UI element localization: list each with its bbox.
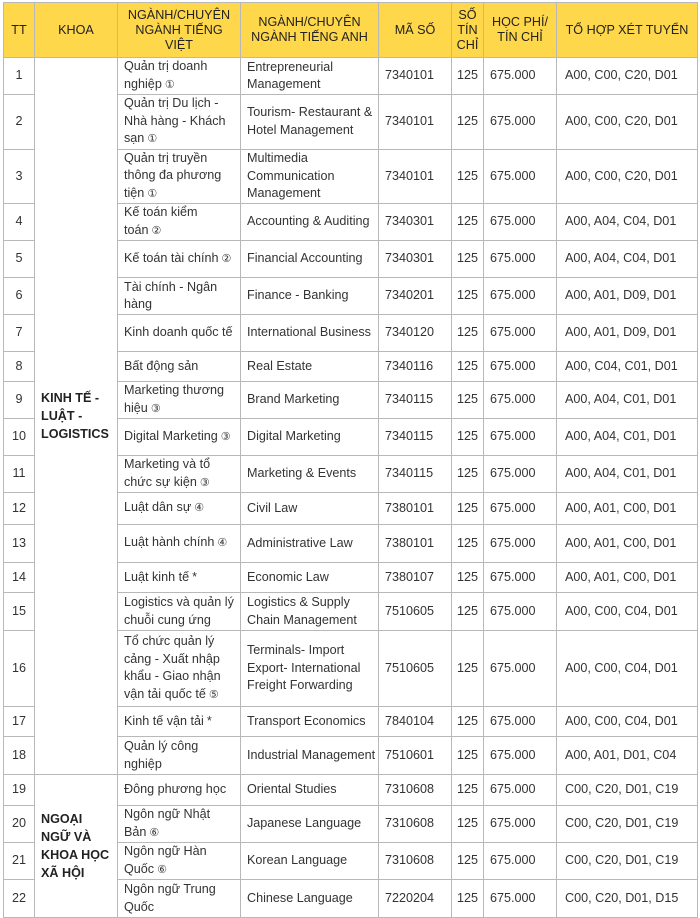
footnote-marker: ⑥ <box>149 826 160 839</box>
asterisk-note-marker: * <box>192 569 198 584</box>
major-name-en: Japanese Language <box>241 806 379 843</box>
credit-count: 125 <box>452 880 484 918</box>
program-table <box>3 2 698 918</box>
admission-combination: C00, C20, D01, C19 <box>557 843 698 880</box>
major-name-vi <box>118 352 241 382</box>
major-code: 7340201 <box>379 278 452 315</box>
major-name-vi <box>118 382 241 419</box>
major-name-vi <box>118 843 241 880</box>
major-name-en: Brand Marketing <box>241 382 379 419</box>
fee-per-credit: 675.000 <box>484 525 557 563</box>
major-code: 7310608 <box>379 775 452 806</box>
admission-combination: A00, A01, D09, D01 <box>557 315 698 352</box>
major-code: 7510605 <box>379 593 452 631</box>
fee-per-credit: 675.000 <box>484 58 557 95</box>
asterisk-note-marker: * <box>206 713 212 728</box>
program-table-container <box>3 2 698 918</box>
major-name-vi-text: Marketing và tổ chức sự kiện <box>124 457 211 489</box>
major-code: 7340101 <box>379 95 452 150</box>
major-name-vi <box>118 563 241 593</box>
row-number: 18 <box>4 737 35 775</box>
major-name-en: Digital Marketing <box>241 419 379 456</box>
admission-combination: A00, A01, C00, D01 <box>557 493 698 525</box>
footnote-marker: ④ <box>217 537 228 550</box>
header-tt: TT <box>4 3 35 58</box>
major-name-en: Logistics & Supply Chain Management <box>241 593 379 631</box>
row-number: 2 <box>4 95 35 150</box>
row-number: 16 <box>4 631 35 707</box>
admission-combination: A00, A01, C00, D01 <box>557 563 698 593</box>
credit-count: 125 <box>452 58 484 95</box>
admission-combination: A00, C00, C04, D01 <box>557 707 698 737</box>
row-number: 8 <box>4 352 35 382</box>
header-khoa: KHOA <box>35 3 118 58</box>
credit-count: 125 <box>452 737 484 775</box>
major-name-en: Finance - Banking <box>241 278 379 315</box>
major-name-en: Administrative Law <box>241 525 379 563</box>
major-name-en: Real Estate <box>241 352 379 382</box>
major-name-en: Tourism- Restaurant & Hotel Management <box>241 95 379 150</box>
row-number: 20 <box>4 806 35 843</box>
credit-count: 125 <box>452 493 484 525</box>
row-number: 1 <box>4 58 35 95</box>
row-number: 14 <box>4 563 35 593</box>
header-credits: SỐ TÍN CHỈ <box>452 3 484 58</box>
admission-combination: A00, C00, C20, D01 <box>557 149 698 204</box>
major-name-vi <box>118 241 241 278</box>
faculty-cell: KINH TẾ - LUẬT - LOGISTICS <box>35 58 118 775</box>
admission-combination: C00, C20, D01, C19 <box>557 775 698 806</box>
table-row <box>4 58 698 95</box>
admission-combination: A00, A04, C01, D01 <box>557 382 698 419</box>
major-name-vi-text: Luật hành chính <box>124 535 215 550</box>
major-name-vi-text: Ngôn ngữ Nhật Bản <box>124 807 211 839</box>
footnote-marker: ② <box>221 252 232 265</box>
major-name-vi <box>118 419 241 456</box>
footnote-marker: ④ <box>194 502 205 515</box>
major-name-en: Transport Economics <box>241 707 379 737</box>
credit-count: 125 <box>452 775 484 806</box>
major-code: 7340101 <box>379 58 452 95</box>
credit-count: 125 <box>452 631 484 707</box>
row-number: 22 <box>4 880 35 918</box>
major-code: 7510605 <box>379 631 452 707</box>
major-name-en: Civil Law <box>241 493 379 525</box>
fee-per-credit: 675.000 <box>484 241 557 278</box>
major-name-vi-text: Bất động sản <box>124 358 199 373</box>
major-name-vi <box>118 204 241 241</box>
fee-per-credit: 675.000 <box>484 707 557 737</box>
major-name-en: Korean Language <box>241 843 379 880</box>
major-name-vi <box>118 880 241 918</box>
header-code: MÃ SỐ <box>379 3 452 58</box>
major-name-en: Industrial Management <box>241 737 379 775</box>
footnote-marker: ② <box>151 224 162 237</box>
major-name-vi-text: Ngôn ngữ Trung Quốc <box>124 882 216 914</box>
major-code: 7510601 <box>379 737 452 775</box>
major-code: 7380101 <box>379 525 452 563</box>
footnote-marker: ③ <box>199 476 210 489</box>
major-code: 7380107 <box>379 563 452 593</box>
major-code: 7340301 <box>379 241 452 278</box>
major-name-vi-text: Tổ chức quản lý cảng - Xuất nhập khẩu - Giao nhận vận tải quốc tế <box>124 634 221 701</box>
major-code: 7340116 <box>379 352 452 382</box>
major-name-vi <box>118 775 241 806</box>
credit-count: 125 <box>452 843 484 880</box>
footnote-marker: ① <box>164 78 175 91</box>
credit-count: 125 <box>452 707 484 737</box>
major-name-en: Marketing & Events <box>241 456 379 493</box>
program-table-body <box>4 58 698 918</box>
fee-per-credit: 675.000 <box>484 806 557 843</box>
major-name-vi <box>118 631 241 707</box>
fee-per-credit: 675.000 <box>484 204 557 241</box>
major-code: 7840104 <box>379 707 452 737</box>
row-number: 11 <box>4 456 35 493</box>
header-major-en: NGÀNH/CHUYÊN NGÀNH TIẾNG ANH <box>241 3 379 58</box>
credit-count: 125 <box>452 593 484 631</box>
major-name-en: International Business <box>241 315 379 352</box>
table-row <box>4 775 698 806</box>
fee-per-credit: 675.000 <box>484 775 557 806</box>
fee-per-credit: 675.000 <box>484 563 557 593</box>
major-name-en: Multimedia Communication Management <box>241 149 379 204</box>
admission-combination: A00, C00, C20, D01 <box>557 58 698 95</box>
row-number: 12 <box>4 493 35 525</box>
major-code: 7310608 <box>379 843 452 880</box>
major-code: 7340115 <box>379 382 452 419</box>
major-name-vi <box>118 149 241 204</box>
fee-per-credit: 675.000 <box>484 149 557 204</box>
major-name-vi <box>118 95 241 150</box>
row-number: 10 <box>4 419 35 456</box>
credit-count: 125 <box>452 204 484 241</box>
major-code: 7340120 <box>379 315 452 352</box>
major-name-vi-text: Digital Marketing <box>124 428 218 443</box>
header-major-vi: NGÀNH/CHUYÊN NGÀNH TIẾNG VIỆT <box>118 3 241 58</box>
admission-combination: A00, A01, D01, C04 <box>557 737 698 775</box>
fee-per-credit: 675.000 <box>484 843 557 880</box>
fee-per-credit: 675.000 <box>484 456 557 493</box>
row-number: 3 <box>4 149 35 204</box>
fee-per-credit: 675.000 <box>484 382 557 419</box>
major-name-en: Entrepreneurial Management <box>241 58 379 95</box>
row-number: 15 <box>4 593 35 631</box>
footnote-marker: ① <box>147 187 158 200</box>
admission-combination: A00, C00, C04, D01 <box>557 593 698 631</box>
row-number: 6 <box>4 278 35 315</box>
fee-per-credit: 675.000 <box>484 880 557 918</box>
major-name-vi <box>118 525 241 563</box>
major-name-en: Financial Accounting <box>241 241 379 278</box>
major-name-vi <box>118 278 241 315</box>
major-name-vi-text: Kế toán kiểm toán <box>124 205 198 237</box>
fee-per-credit: 675.000 <box>484 593 557 631</box>
credit-count: 125 <box>452 563 484 593</box>
admission-combination: A00, A04, C04, D01 <box>557 204 698 241</box>
row-number: 7 <box>4 315 35 352</box>
major-name-vi-text: Marketing thương hiệu <box>124 383 224 415</box>
major-code: 7340115 <box>379 419 452 456</box>
admission-combination: A00, C00, C20, D01 <box>557 95 698 150</box>
row-number: 17 <box>4 707 35 737</box>
major-code: 7220204 <box>379 880 452 918</box>
major-name-en: Accounting & Auditing <box>241 204 379 241</box>
fee-per-credit: 675.000 <box>484 95 557 150</box>
row-number: 5 <box>4 241 35 278</box>
major-name-vi-text: Luật kinh tế <box>124 569 190 584</box>
major-name-vi <box>118 707 241 737</box>
admission-combination: A00, C04, C01, D01 <box>557 352 698 382</box>
credit-count: 125 <box>452 95 484 150</box>
credit-count: 125 <box>452 241 484 278</box>
admission-combination: C00, C20, D01, D15 <box>557 880 698 918</box>
fee-per-credit: 675.000 <box>484 315 557 352</box>
major-name-vi <box>118 456 241 493</box>
footnote-marker: ⑤ <box>208 688 219 701</box>
major-name-vi-text: Quản trị Du lịch - Nhà hàng - Khách sạn <box>124 96 226 145</box>
admission-combination: A00, A04, C01, D01 <box>557 456 698 493</box>
major-name-vi-text: Kinh tế vận tải <box>124 713 204 728</box>
major-name-en: Economic Law <box>241 563 379 593</box>
admission-combination: A00, A01, C00, D01 <box>557 525 698 563</box>
fee-per-credit: 675.000 <box>484 352 557 382</box>
major-name-en: Oriental Studies <box>241 775 379 806</box>
credit-count: 125 <box>452 382 484 419</box>
row-number: 19 <box>4 775 35 806</box>
major-name-vi-text: Kinh doanh quốc tế <box>124 325 233 340</box>
credit-count: 125 <box>452 278 484 315</box>
footnote-marker: ① <box>147 133 158 145</box>
row-number: 9 <box>4 382 35 419</box>
header-combo: TỔ HỢP XÉT TUYỂN <box>557 3 698 58</box>
row-number: 13 <box>4 525 35 563</box>
header-row <box>4 3 698 58</box>
major-code: 7340115 <box>379 456 452 493</box>
major-name-vi <box>118 737 241 775</box>
major-name-vi-text: Kế toán tài chính <box>124 250 219 265</box>
major-name-en: Chinese Language <box>241 880 379 918</box>
credit-count: 125 <box>452 149 484 204</box>
admission-combination: C00, C20, D01, C19 <box>557 806 698 843</box>
fee-per-credit: 675.000 <box>484 278 557 315</box>
admission-combination: A00, C00, C04, D01 <box>557 631 698 707</box>
major-code: 7340101 <box>379 149 452 204</box>
major-name-vi-text: Đông phương học <box>124 782 227 797</box>
major-name-vi <box>118 315 241 352</box>
major-name-vi-text: Logistics và quản lý chuỗi cung ứng <box>124 595 234 627</box>
footnote-marker: ③ <box>150 402 161 415</box>
major-code: 7340301 <box>379 204 452 241</box>
row-number: 21 <box>4 843 35 880</box>
major-name-vi-text: Tài chính - Ngân hàng <box>124 279 218 311</box>
major-name-vi-text: Ngôn ngữ Hàn Quốc <box>124 844 207 876</box>
row-number: 4 <box>4 204 35 241</box>
fee-per-credit: 675.000 <box>484 419 557 456</box>
major-name-vi-text: Quản lý công nghiệp <box>124 739 199 771</box>
major-name-vi <box>118 493 241 525</box>
major-code: 7380101 <box>379 493 452 525</box>
major-name-vi <box>118 806 241 843</box>
admission-combination: A00, A01, D09, D01 <box>557 278 698 315</box>
footnote-marker: ③ <box>220 430 231 443</box>
major-name-vi-text: Quản trị doanh nghiệp <box>124 59 208 91</box>
admission-combination: A00, A04, C04, D01 <box>557 241 698 278</box>
fee-per-credit: 675.000 <box>484 737 557 775</box>
major-code: 7310608 <box>379 806 452 843</box>
credit-count: 125 <box>452 419 484 456</box>
credit-count: 125 <box>452 456 484 493</box>
footnote-marker: ⑥ <box>157 863 167 876</box>
credit-count: 125 <box>452 315 484 352</box>
credit-count: 125 <box>452 525 484 563</box>
faculty-cell: NGOẠI NGỮ VÀ KHOA HỌC XÃ HỘI <box>35 775 118 918</box>
fee-per-credit: 675.000 <box>484 631 557 707</box>
header-fee: HỌC PHÍ/ TÍN CHỈ <box>484 3 557 58</box>
major-name-en: Terminals- Import Export- International Freight Forwarding <box>241 631 379 707</box>
major-name-vi-text: Luật dân sự <box>124 500 192 515</box>
major-name-vi <box>118 593 241 631</box>
credit-count: 125 <box>452 806 484 843</box>
major-name-vi <box>118 58 241 95</box>
major-name-vi-text: Quản trị truyền thông đa phương tiện <box>124 150 222 200</box>
fee-per-credit: 675.000 <box>484 493 557 525</box>
admission-combination: A00, A04, C01, D01 <box>557 419 698 456</box>
credit-count: 125 <box>452 352 484 382</box>
